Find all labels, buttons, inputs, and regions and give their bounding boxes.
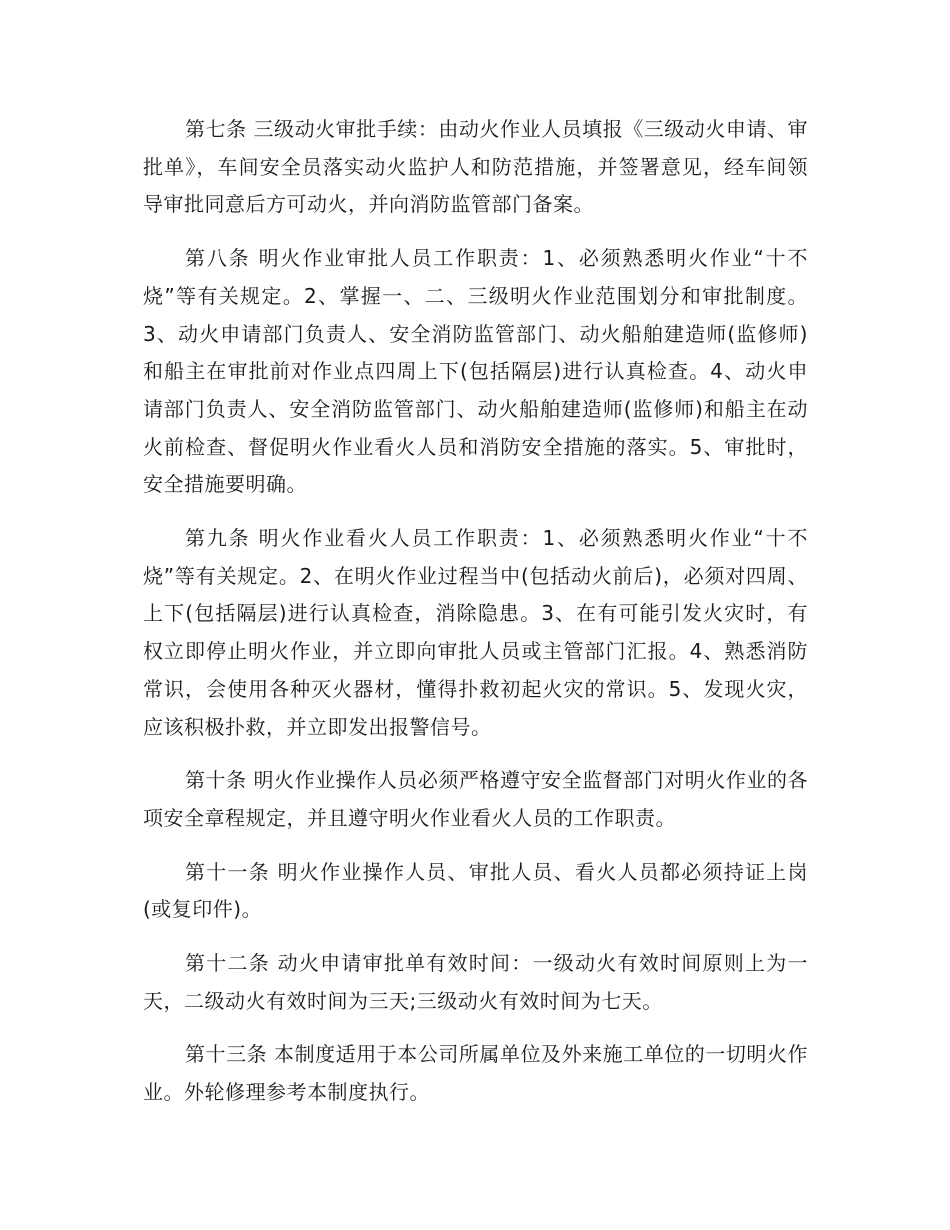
- article-10-paragraph: 第十条 明火作业操作人员必须严格遵守安全监督部门对明火作业的各项安全章程规定，并且遵守明火作业看火人员的工作职责。: [143, 768, 808, 830]
- article-13-paragraph: 第十三条 本制度适用于本公司所属单位及外来施工单位的一切明火作业。外轮修理参考本制度执行。: [143, 1042, 808, 1105]
- article-7-paragraph: 第七条 三级动火审批手续：由动火作业人员填报《三级动火申请、审批单》，车间安全员落实动火监护人和防范措施，并签署意见，经车间领导审批同意后方可动火，并向消防监管部门备案。: [143, 117, 808, 217]
- article-9-paragraph: 第九条 明火作业看火人员工作职责：1、必须熟悉明火作业“十不烧”等有关规定。2、在明火作业过程当中(包括动火前后)，必须对四周、上下(包括隔层)进行认真检查，消除隐患。3、在有可能引发火灾时，有权立即停止明火作业，并立即向审批人员或主管部门汇报。4、熟悉消防常识，会使用各种灭火器材，懂得扑救初起火灾的常识。5、发现火灾，应该积极扑救，并立即发出报警信号。: [143, 526, 808, 739]
- article-11-paragraph: 第十一条 明火作业操作人员、审批人员、看火人员都必须持证上岗(或复印件)。: [143, 859, 808, 922]
- article-12-paragraph: 第十二条 动火申请审批单有效时间：一级动火有效时间原则上为一天，二级动火有效时间为三天;三级动火有效时间为七天。: [143, 951, 808, 1013]
- article-8-paragraph: 第八条 明火作业审批人员工作职责：1、必须熟悉明火作业“十不烧”等有关规定。2、掌握一、二、三级明火作业范围划分和审批制度。3、动火申请部门负责人、安全消防监管部门、动火船舶建造师(监修师)和船主在审批前对作业点四周上下(包括隔层)进行认真检查。4、动火申请部门负责人、安全消防监管部门、动火船舶建造师(监修师)和船主在动火前检查、督促明火作业看火人员和消防安全措施的落实。5、审批时，安全措施要明确。: [143, 246, 808, 497]
- document-body: [143, 111, 808, 1112]
